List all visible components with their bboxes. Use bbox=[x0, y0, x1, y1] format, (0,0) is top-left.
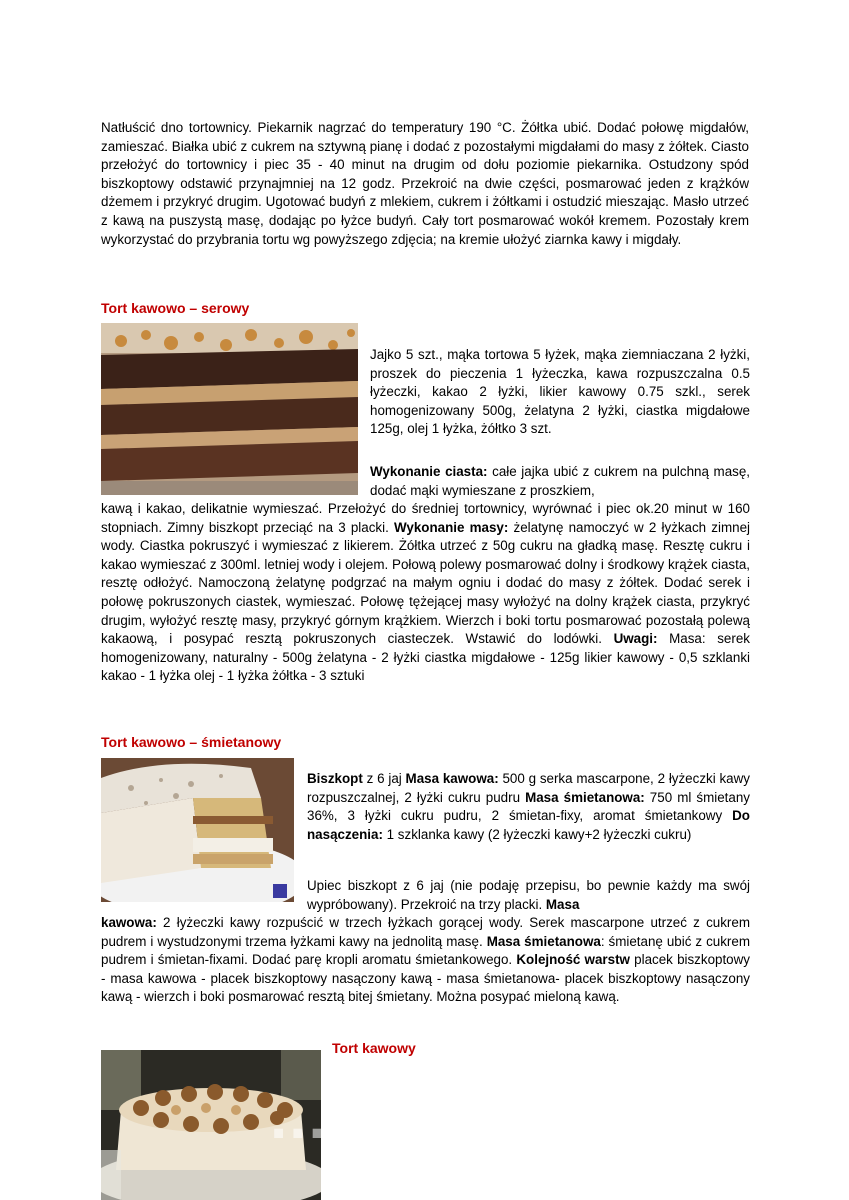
method-kawowo-serowy bbox=[101, 500, 750, 686]
masa-smietanowa-label: Masa śmietanowa: bbox=[525, 789, 645, 805]
masa-kawowa-text: 500 g serka mascarpone, 2 łyżeczki kawy rozpuszczalnej, 2 łyżki cukru pudru bbox=[307, 771, 750, 805]
masa-kawowa-label: Masa kawowa: bbox=[405, 771, 499, 786]
step4-text: placek biszkoptowy - masa kawowa - placek biszkoptowy nasączony kawą - masa śmietanowa- placek biszkoptowy nasączony kawą - wierzch i boki posmarować resztą bitej śmietany. Można posypać mieloną kawą. bbox=[101, 952, 750, 1005]
do-nasaczenia-label: Do nasączenia: bbox=[307, 808, 750, 842]
wykonanie-masy-label: Wykonanie masy: bbox=[394, 519, 509, 535]
masa-smietanowa-text: 750 ml śmietany 36%, 3 łyżki cukru pudru, 2 śmietan-fixy, aromat śmietankowy bbox=[307, 789, 750, 824]
cake-photo-kawowo-serowy bbox=[101, 323, 358, 495]
recipe-title-kawowy: Tort kawowy bbox=[332, 1040, 416, 1056]
step1-masa-label: Masa bbox=[545, 896, 580, 912]
wykonanie-ciasta-side-text: całe jajka ubić z cukrem na pulchną masę, dodać mąki wymieszane z proszkiem, bbox=[370, 464, 751, 498]
recipe-title-kawowo-serowy: Tort kawowo – serowy bbox=[101, 300, 250, 316]
recipe-title-kawowo-smietanowy: Tort kawowo – śmietanowy bbox=[101, 734, 282, 750]
step2-label: kawowa: bbox=[101, 915, 157, 930]
do-nasaczenia-text: 1 szklanka kawy (2 łyżeczki kawy+2 łyżeczki cukru) bbox=[382, 826, 692, 842]
step1-text: Upiec biszkopt z 6 jaj (nie podaję przepisu, bo pewnie każdy ma swój wypróbowany). Przekroić na trzy placki. bbox=[307, 878, 750, 912]
uwagi-label: Uwagi: bbox=[613, 631, 658, 647]
ingredients-kawowo-serowy: Jajko 5 szt., mąka tortowa 5 łyżek, mąka ziemniaczana 2 łyżki, proszek do pieczenia 1 łyżeczka, kawa rozpuszczalna 0.5 łyżeczki, kakao 2 łyżki, likier kawowy 0.75 szkl., serek homogenizowany 500g, żelatyna 2 łyżki, ciastka migdałowe 125g, olej 1 łyżka, żółtko 3 szt. bbox=[370, 347, 750, 437]
uwagi-text: Masa: serek homogenizowany, naturalny - 500g żelatyna - 2 łyżki ciastka migdałowe - 125g likier kawowy - 0,5 szklanki kakao - 1 łyżka olej - 1 łyżka żółtka - 3 sztuki bbox=[101, 631, 750, 684]
wykonanie-masy-text: żelatynę namoczyć w 2 łyżkach zimnej wody. Ciastka pokruszyć i wymieszać z likierem. Żółtka utrzeć z 50g cukru na gładką masę. Resztę cukru i kakao wymieszać z 300ml. letniej wody i olejem. Połową polewy posmarować dolny i środkowy krążek ciasta, resztę odłożyć. Namoczoną żelatynę podgrzać na małym ogniu i dodać do masy z żółtek. Dodać serek i połowę pokruszonych ciastek, wymieszać. Połowę tężejącej masy wyłożyć na dolny krążek ciasta, przykryć drugim, wyłożyć resztę masy, przykryć górnym krążkiem. Wierzch i boki tortu posmarować pozostałą polewą kakaową, i posypać resztą pokruszonych ciasteczek. Wstawić do lodówki. bbox=[101, 519, 750, 647]
cake-photo-kawowo-smietanowy bbox=[101, 758, 294, 902]
watermark: ...nydomowe.pl bbox=[270, 1083, 746, 1152]
biszkopt-label: Biszkopt bbox=[307, 771, 363, 786]
intro-paragraph: Natłuścić dno tortownicy. Piekarnik nagrzać do temperatury 190 °C. Żółtka ubić. Dodać połowę migdałów, zamieszać. Białka ubić z cukrem na sztywną pianę i dodać z pozostałymi migdałami do masy z żółtek. Ciasto przełożyć do tortownicy i piec 35 - 40 minut na drugim od dołu poziomie piekarnika. Ostudzony spód biszkoptowy odstawić przynajmniej na 12 godz. Przekroić na dwie części, posmarować jeden z krążków dżemem i przykryć drugim. Ugotować budyń z mlekiem, cukrem i żółtkami i ostudzić mieszając. Masło utrzeć z kawą na puszystą masę, dodając po łyżce budyń. Cały tort posmarować wokół kremem. Pozostały krem wykorzystać do przybrania tortu wg powyższego zdjęcia; na kremie ułożyć ziarnka kawy i migdały. bbox=[101, 120, 749, 247]
step4-label: Kolejność warstw bbox=[516, 952, 630, 968]
ciasto-rest-text: kawą i kakao, delikatnie wymieszać. Przełożyć do średniej tortownicy, wyrównać i piec ok.20 minut w 160 stopniach. Zimny biszkopt przeciąć na 3 placki. bbox=[101, 501, 750, 535]
wykonanie-ciasta-side bbox=[370, 463, 750, 500]
method-kawowo-smietanowy bbox=[101, 914, 750, 1007]
step3-text: : śmietanę ubić z cukrem pudrem i śmietan-fixami. Dodać parę kropli aromatu śmietankowego. bbox=[101, 933, 750, 968]
wykonanie-ciasta-label: Wykonanie ciasta: bbox=[370, 464, 488, 479]
step2-text: 2 łyżeczki kawy rozpuścić w trzech łyżkach gorącej wody. Serek mascarpone utrzeć z cukrem pudrem i wystudzonymi trzema łyżkami kawy na jednolitą masę. bbox=[101, 915, 750, 949]
step3-label: Masa śmietanowa bbox=[486, 933, 601, 949]
biszkopt-text: z 6 jaj bbox=[362, 771, 406, 786]
ingredients-kawowo-smietanowy bbox=[307, 770, 750, 844]
step1-side bbox=[307, 877, 750, 914]
